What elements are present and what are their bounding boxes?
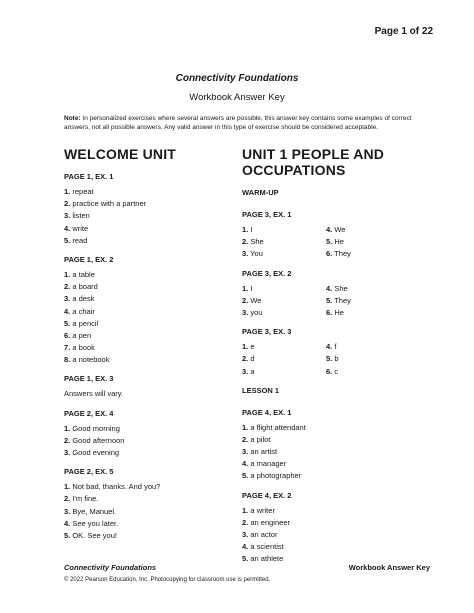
item-number: 3. bbox=[242, 249, 249, 259]
item-number: 3. bbox=[64, 294, 71, 304]
item-text: Not bad, thanks. And you? bbox=[70, 482, 161, 492]
answer-item bbox=[326, 353, 410, 365]
item-number: 5. bbox=[242, 471, 249, 481]
item-number: 4. bbox=[242, 542, 249, 552]
answer-item bbox=[242, 224, 326, 236]
answer-item bbox=[64, 223, 224, 235]
item-number: 5. bbox=[64, 235, 71, 245]
item-number: 4. bbox=[326, 342, 333, 352]
item-number: 7. bbox=[64, 343, 71, 353]
item-number: 5. bbox=[242, 554, 249, 564]
answer-item bbox=[242, 422, 422, 434]
exercise-block bbox=[242, 408, 422, 491]
item-text: a book bbox=[70, 343, 95, 353]
item-text: a notebook bbox=[70, 355, 110, 365]
item-number: 2. bbox=[242, 295, 249, 305]
item-text: a bbox=[248, 366, 255, 376]
item-text: See you later. bbox=[70, 518, 119, 528]
item-number: 2. bbox=[64, 494, 71, 504]
item-number: 1. bbox=[242, 422, 249, 432]
answer-item bbox=[64, 493, 224, 505]
item-number: 5. bbox=[326, 237, 333, 247]
answer-item bbox=[64, 330, 224, 342]
answer-grid bbox=[242, 224, 422, 261]
item-text: a flight attendant bbox=[248, 422, 306, 432]
right-column bbox=[242, 146, 422, 574]
item-text: OK. See you! bbox=[70, 530, 117, 540]
answer-item bbox=[242, 236, 326, 248]
answer-item bbox=[242, 529, 422, 541]
section-title: PAGE 1, EX. 3 bbox=[64, 374, 114, 384]
answer-item bbox=[242, 446, 422, 458]
item-text: She bbox=[332, 283, 348, 293]
item-number: 3. bbox=[64, 211, 71, 221]
answer-item bbox=[64, 210, 224, 222]
answer-item bbox=[64, 269, 224, 281]
item-number: 2. bbox=[242, 517, 249, 527]
item-text: We bbox=[248, 295, 262, 305]
lesson-label: LESSON 1 bbox=[242, 385, 280, 395]
answer-item bbox=[64, 198, 224, 210]
note-label: Note: bbox=[64, 115, 81, 122]
answer-item bbox=[64, 423, 224, 435]
answer-item bbox=[64, 306, 224, 318]
item-text: They bbox=[332, 249, 351, 259]
item-number: 3. bbox=[242, 530, 249, 539]
item-number: 4. bbox=[64, 306, 71, 316]
item-text: a pencil bbox=[70, 318, 99, 328]
item-number: 2. bbox=[64, 282, 71, 292]
answer-item bbox=[242, 517, 422, 529]
item-text: I bbox=[248, 283, 253, 293]
item-text: a scientist bbox=[248, 542, 284, 552]
item-text: c bbox=[332, 366, 339, 376]
answer-item bbox=[242, 434, 422, 446]
item-number: 3. bbox=[64, 448, 71, 457]
answer-item bbox=[326, 224, 410, 236]
document-title: Connectivity Foundations bbox=[175, 73, 299, 84]
item-text: repeat bbox=[70, 187, 94, 196]
left-column bbox=[64, 146, 224, 550]
exercise-block bbox=[242, 210, 422, 269]
item-text: f bbox=[332, 342, 337, 352]
answer-item bbox=[64, 518, 224, 530]
answer-grid bbox=[242, 283, 422, 320]
answer-item bbox=[242, 295, 326, 307]
note-paragraph bbox=[64, 114, 414, 132]
item-text: He bbox=[332, 237, 344, 247]
section-title: PAGE 1, EX. 2 bbox=[64, 254, 114, 264]
item-number: 1. bbox=[64, 269, 71, 279]
item-number: 4. bbox=[64, 518, 71, 528]
answer-item bbox=[326, 283, 410, 295]
exercise-block bbox=[242, 327, 422, 386]
item-number: 2. bbox=[242, 237, 249, 247]
item-text: Good evening bbox=[70, 448, 120, 457]
item-number: 1. bbox=[242, 505, 249, 515]
item-number: 3. bbox=[64, 506, 71, 516]
item-text: a chair bbox=[70, 306, 95, 316]
item-number: 6. bbox=[326, 307, 333, 317]
answer-item bbox=[64, 235, 224, 247]
item-number: 3. bbox=[242, 366, 249, 376]
section-title: PAGE 4, EX. 1 bbox=[242, 407, 292, 417]
item-text: He bbox=[332, 307, 344, 317]
answer-item bbox=[242, 283, 326, 295]
item-text: b bbox=[332, 354, 339, 364]
item-number: 4. bbox=[64, 223, 71, 233]
item-number: 2. bbox=[242, 354, 249, 364]
answer-item bbox=[64, 481, 224, 493]
answer-grid bbox=[242, 341, 422, 378]
section-title: PAGE 1, EX. 1 bbox=[64, 172, 114, 181]
item-text: a desk bbox=[70, 294, 95, 304]
item-text: an artist bbox=[248, 447, 278, 457]
item-text: an engineer bbox=[248, 517, 290, 527]
item-number: 2. bbox=[64, 199, 71, 209]
item-text: listen bbox=[70, 211, 90, 221]
item-number: 5. bbox=[326, 354, 333, 364]
item-text: You bbox=[248, 249, 263, 259]
copyright-notice: © 2022 Pearson Education, Inc. Photocopying for classroom use is permitted. bbox=[64, 577, 271, 583]
item-number: 1. bbox=[242, 342, 249, 352]
unit-heading-line1: UNIT 1 PEOPLE AND bbox=[242, 146, 385, 162]
unit-heading-unit1 bbox=[242, 146, 422, 178]
item-number: 1. bbox=[242, 283, 249, 293]
answer-item bbox=[64, 435, 224, 447]
exercise-block bbox=[242, 269, 422, 328]
item-number: 2. bbox=[242, 434, 249, 444]
answer-item bbox=[326, 341, 410, 353]
answer-item bbox=[242, 470, 422, 482]
item-text: you bbox=[248, 307, 263, 317]
item-text: I'm fine. bbox=[70, 494, 99, 504]
item-number: 5. bbox=[64, 318, 71, 328]
item-text: a photographer bbox=[248, 471, 302, 481]
section-title: PAGE 3, EX. 3 bbox=[242, 327, 292, 337]
unit-heading-welcome: WELCOME UNIT bbox=[64, 146, 177, 162]
item-text: e bbox=[248, 342, 255, 352]
answer-item bbox=[64, 281, 224, 293]
section-title: PAGE 2, EX. 4 bbox=[64, 408, 114, 418]
item-text: an athlete bbox=[248, 554, 284, 564]
answer-text: Answers will vary. bbox=[64, 389, 124, 399]
answer-item bbox=[326, 248, 410, 260]
answer-item bbox=[242, 307, 326, 319]
answer-item bbox=[64, 293, 224, 305]
item-text: They bbox=[332, 295, 351, 305]
item-number: 3. bbox=[242, 307, 249, 317]
item-text: I bbox=[248, 225, 253, 234]
warmup-label: WARM-UP bbox=[242, 188, 279, 197]
answer-item bbox=[64, 186, 224, 198]
document-subtitle: Workbook Answer Key bbox=[189, 92, 285, 103]
answer-item bbox=[64, 342, 224, 354]
footer-doc-name: Workbook Answer Key bbox=[348, 563, 430, 572]
unit-heading-line2: OCCUPATIONS bbox=[242, 162, 346, 178]
answer-item bbox=[242, 541, 422, 553]
section-title: PAGE 3, EX. 2 bbox=[242, 268, 292, 278]
note-text: In personalized exercises where several answers are possible, this answer key contains some examples of correct answers, not all possible answers. Any valid answer in this type of exercise should be considered acceptable. bbox=[64, 115, 412, 131]
item-text: write bbox=[70, 223, 89, 233]
item-text: a board bbox=[70, 282, 98, 292]
section-title: PAGE 3, EX. 1 bbox=[242, 210, 292, 219]
item-text: a writer bbox=[248, 505, 275, 515]
answer-item bbox=[64, 354, 224, 366]
item-number: 5. bbox=[64, 530, 71, 540]
item-number: 6. bbox=[326, 366, 333, 376]
answer-item bbox=[242, 248, 326, 260]
item-number: 4. bbox=[242, 459, 249, 469]
item-number: 4. bbox=[326, 225, 333, 234]
answer-item bbox=[326, 295, 410, 307]
answer-item bbox=[326, 236, 410, 248]
item-number: 1. bbox=[64, 482, 71, 492]
left-sections bbox=[64, 172, 224, 550]
item-text: a pen bbox=[70, 330, 92, 340]
item-text: She bbox=[248, 237, 264, 247]
answer-item bbox=[64, 447, 224, 459]
item-number: 8. bbox=[64, 355, 71, 365]
item-number: 1. bbox=[64, 423, 71, 433]
item-text: d bbox=[248, 354, 255, 364]
item-number: 2. bbox=[64, 435, 71, 445]
answer-item bbox=[242, 458, 422, 470]
item-text: read bbox=[70, 235, 88, 245]
item-text: Good morning bbox=[70, 423, 120, 433]
answer-item bbox=[242, 505, 422, 517]
page-number: Page 1 of 22 bbox=[374, 26, 433, 37]
exercise-block bbox=[242, 491, 422, 574]
item-text: We bbox=[332, 225, 346, 234]
item-number: 6. bbox=[64, 330, 71, 340]
answer-item bbox=[242, 353, 326, 365]
item-text: a manager bbox=[248, 459, 287, 469]
item-number: 4. bbox=[326, 283, 333, 293]
answer-item bbox=[64, 530, 224, 542]
item-text: Good afternoon bbox=[70, 435, 125, 445]
section-title: PAGE 4, EX. 2 bbox=[242, 490, 292, 500]
answer-item bbox=[64, 506, 224, 518]
answer-item bbox=[242, 366, 326, 378]
item-number: 6. bbox=[326, 249, 333, 259]
answer-item bbox=[242, 341, 326, 353]
item-number: 1. bbox=[64, 187, 71, 196]
section-title: PAGE 2, EX. 5 bbox=[64, 467, 114, 477]
item-number: 3. bbox=[242, 447, 249, 457]
item-text: a table bbox=[70, 269, 95, 279]
item-text: Bye, Manuel. bbox=[70, 506, 117, 516]
answer-item bbox=[326, 307, 410, 319]
item-text: a pilot bbox=[248, 434, 271, 444]
answer-item bbox=[64, 318, 224, 330]
item-text: practice with a partner bbox=[70, 199, 147, 209]
item-number: 5. bbox=[326, 295, 333, 305]
item-text: an actor bbox=[248, 530, 278, 539]
answer-item bbox=[326, 366, 410, 378]
item-number: 1. bbox=[242, 225, 249, 234]
footer-title: Connectivity Foundations bbox=[64, 563, 157, 572]
